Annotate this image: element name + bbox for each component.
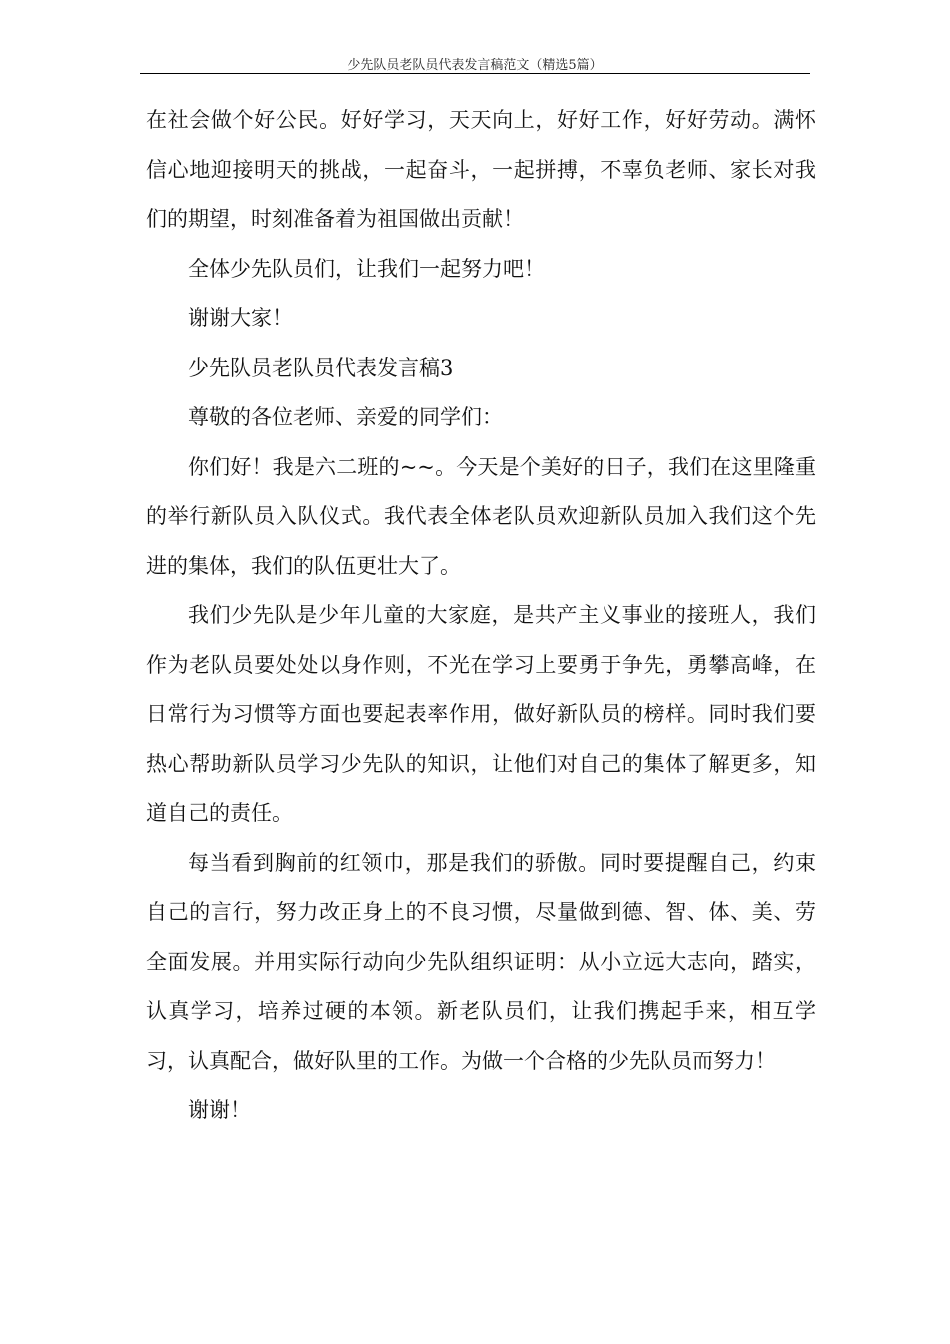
paragraph-call-to-action: 全体少先队员们，让我们一起努力吧！ bbox=[188, 256, 545, 281]
paragraph-thanks-all: 谢谢大家！ bbox=[188, 306, 293, 330]
paragraph-greeting: 你们好！我是六二班的~~。今天是个美好的日子，我们在这里隆重的举行新队员入队仪式。我代表全体老队员欢迎新队员加入我们这个先进的集体，我们的队伍更壮大了。 bbox=[146, 454, 816, 578]
paragraph-continuation: 在社会做个好公民。好好学习，天天向上，好好工作，好好劳动。满怀信心地迎接明天的挑战，一起奋斗，一起拼搏，不辜负老师、家长对我们的期望，时刻准备着为祖国做出贡献！ bbox=[146, 108, 816, 231]
paragraph-salutation: 尊敬的各位老师、亲爱的同学们： bbox=[188, 405, 503, 429]
header-divider bbox=[140, 73, 810, 74]
paragraph-closing-thanks: 谢谢！ bbox=[188, 1098, 251, 1122]
paragraph-red-scarf: 每当看到胸前的红领巾，那是我们的骄傲。同时要提醒自己，约束自己的言行，努力改正身上的不良习惯，尽量做到德、智、体、美、劳全面发展。并用实际行动向少先队组织证明：从小立远大志向，踏实，认真学习，培养过硬的本领。新老队员们，让我们携起手来，相互学习，认真配合，做好队里的工作。为做一个合格的少先队员而努力！ bbox=[146, 850, 816, 1073]
paragraph-role-model: 我们少先队是少年儿童的大家庭，是共产主义事业的接班人，我们作为老队员要处处以身作则，不光在学习上要勇于争先，勇攀高峰，在日常行为习惯等方面也要起表率作用，做好新队员的榜样。同时我们要热心帮助新队员学习少先队的知识，让他们对自己的集体了解更多，知道自己的责任。 bbox=[146, 603, 816, 825]
page-header-title: 少先队员老队员代表发言稿范文（精选5篇） bbox=[347, 58, 603, 73]
document-body bbox=[146, 96, 816, 1136]
section-heading: 少先队员老队员代表发言稿3 bbox=[188, 355, 454, 380]
